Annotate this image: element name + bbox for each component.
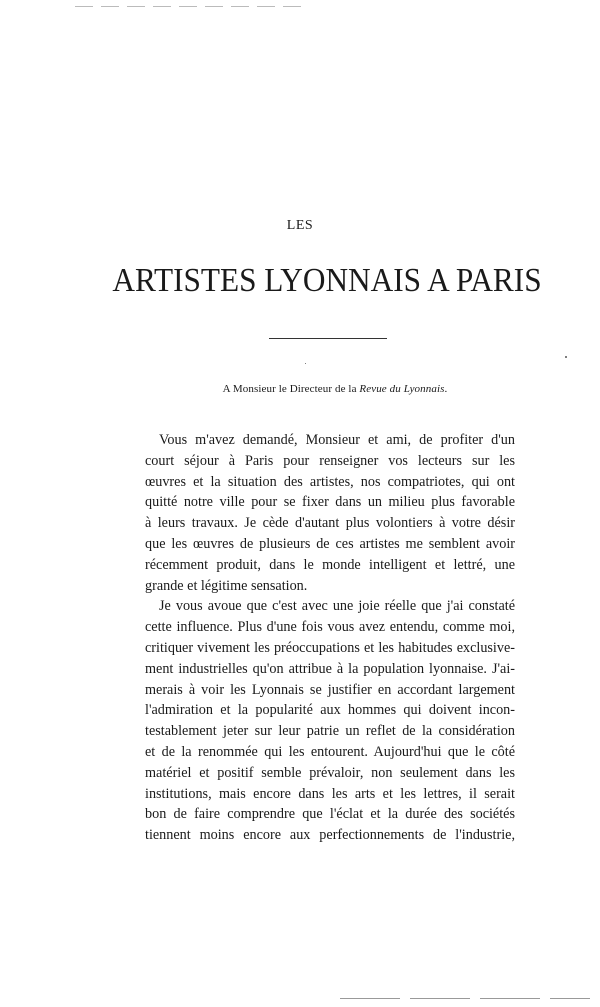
- text-line: ment industrielles qu'on attribue à la population lyonnaise. J'ai-: [145, 660, 515, 677]
- journal-name: Revue du Lyonnais: [359, 383, 445, 395]
- text-line: œuvres et la situation des artistes, nos compatriotes, qui ont: [145, 473, 515, 490]
- scan-edge-bottom: [340, 998, 590, 999]
- paragraph: [145, 430, 515, 596]
- text-line: et de la renommée qui les entourent. Aujourd'hui que le côté: [145, 743, 515, 760]
- paper-speck: [565, 356, 567, 358]
- text-line: merais à voir les Lyonnais se justifier en accordant largement: [145, 681, 515, 698]
- body-text: [145, 430, 515, 846]
- text-line: quitté notre ville pour se fixer dans un milieu plus favorable: [145, 494, 515, 511]
- section-label: LES: [286, 218, 314, 233]
- text-line: Vous m'avez demandé, Monsieur et ami, de profiter d'un: [159, 432, 515, 448]
- text-line: cette influence. Plus d'une fois vous avez entendu, comme moi,: [145, 619, 515, 636]
- text-line: grande et légitime sensation.: [145, 577, 308, 594]
- text-line: institutions, mais encore dans les arts et les lettres, il serait: [145, 785, 515, 802]
- dedication-prefix: A Monsieur le Directeur de la: [222, 383, 360, 395]
- text-line: Je vous avoue que c'est avec une joie réelle que j'ai constaté: [159, 598, 515, 615]
- page-title: ARTISTES LYONNAIS A PARIS: [112, 262, 542, 299]
- text-line: à leurs travaux. Je cède d'autant plus volontiers à votre désir: [145, 515, 515, 532]
- text-line: l'admiration et la popularité aux hommes qui doivent incon-: [145, 702, 515, 719]
- text-line: court séjour à Paris pour renseigner vos lecteurs sur les: [145, 452, 515, 469]
- text-line: que les œuvres de plusieurs de ces artistes me semblent avoir: [145, 535, 515, 552]
- text-line: récemment produit, dans le monde intelligent et lettré, une: [145, 556, 515, 573]
- paper-speck: [305, 363, 306, 364]
- title-divider: [269, 338, 387, 339]
- paragraph: [145, 596, 515, 846]
- text-line: matériel et positif semble prévaloir, non seulement dans les: [145, 764, 515, 781]
- dedication-suffix: .: [444, 383, 448, 395]
- text-line: critiquer vivement les préoccupations et les habitudes exclusive-: [145, 639, 515, 656]
- scan-edge-top: [75, 6, 305, 7]
- dedication-line: [0, 383, 600, 395]
- text-line: tiennent moins encore aux perfectionnements de l'industrie,: [145, 827, 515, 844]
- text-line: testablement jeter sur leur patrie un reflet de la considération: [145, 723, 515, 740]
- text-line: bon de faire comprendre que l'éclat et la durée des sociétés: [145, 806, 515, 823]
